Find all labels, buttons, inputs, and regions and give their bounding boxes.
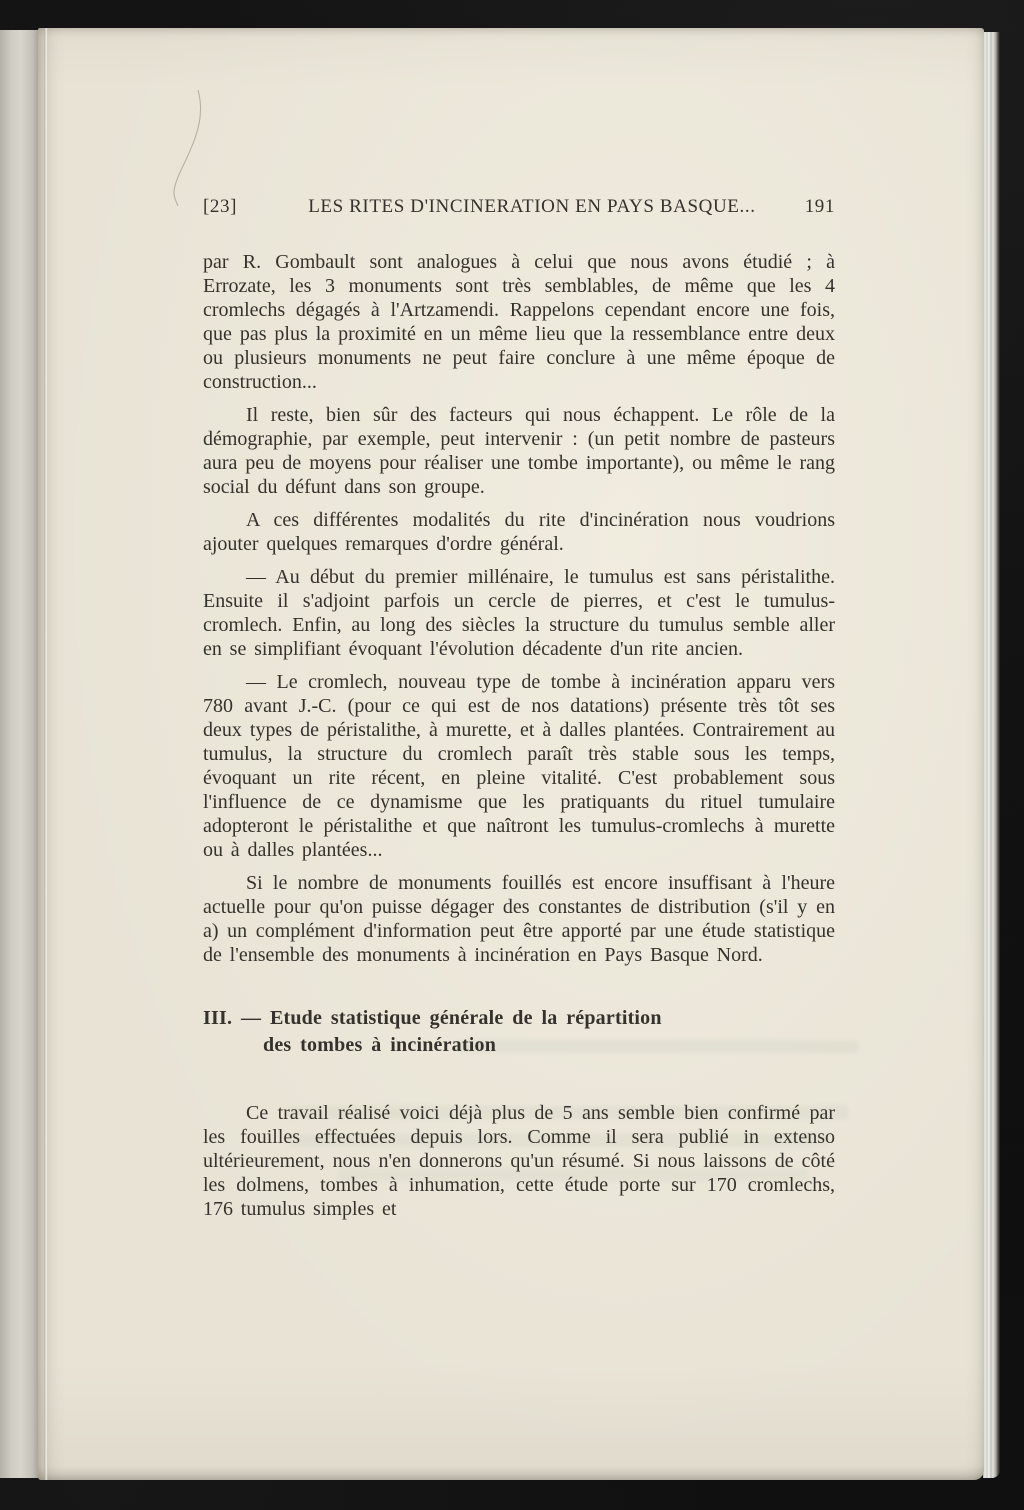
paragraph: — Le cromlech, nouveau type de tombe à incinération apparu vers 780 avant J.-C. (pour ce qui est de nos datations) présente très tôt ses deux types de péristalithe, à murette, et à dalles plantées. Contrairement au tumulus, la structure du cromlech paraît très stable sous les temps, évoquant un rite récent, en pleine vitalité. C'est probablement sous l'influence de ce dynamisme que les pratiquants du rituel tumulaire adopteront le péristalithe et que naîtront les tumulus-cromlechs à murette ou à dalles plantées... (203, 671, 835, 861)
article-page-marker: [23] (203, 196, 238, 217)
paragraph: A ces différentes modalités du rite d'incinération nous voudrions ajouter quelques remarques d'ordre général. (203, 509, 835, 555)
page-content (203, 196, 835, 1221)
paragraph: Il reste, bien sûr des facteurs qui nous échappent. Le rôle de la démographie, par exemple, peut intervenir : (un petit nombre de pasteurs aura peu de moyens pour réaliser une tombe importante), ou même le rang social du défunt dans son groupe. (203, 404, 835, 498)
paragraph-list (203, 250, 835, 967)
paragraph: Si le nombre de monuments fouillés est encore insuffisant à l'heure actuelle pour qu'on puisse dégager des constantes de distribution (s'il y en a) un complément d'information peut être apporté par une étude statistique de l'ensemble des monuments à incinération en Pays Basque Nord. (203, 872, 835, 966)
page-number: 191 (804, 196, 835, 217)
paragraph: — Au début du premier millénaire, le tumulus est sans péristalithe. Ensuite il s'adjoint parfois un cercle de pierres, et c'est le tumulus-cromlech. Enfin, au long des siècles la structure du tumulus semble aller en se simplifiant évoquant l'évolution décadente d'un rite ancien. (203, 566, 835, 660)
fore-edge-page-stack (983, 32, 1000, 1478)
running-title: LES RITES D'INCINERATION EN PAYS BASQUE... (308, 196, 756, 217)
running-header (203, 196, 835, 218)
book-page (38, 28, 984, 1480)
section-heading-line1: III. — Etude statistique générale de la répartition (203, 1007, 662, 1029)
paragraph: par R. Gombault sont analogues à celui que nous avons étudié ; à Errozate, les 3 monuments sont très semblables, de même que les 4 cromlechs dégagés à l'Artzamendi. Rappelons cependant encore une fois, que pas plus la proximité en un même lieu que la ressemblance entre deux ou plusieurs monuments ne peut faire conclure à une même époque de construction... (203, 251, 835, 393)
underlying-page-edges (0, 30, 38, 1478)
section-heading (203, 1005, 835, 1059)
closing-paragraph: Ce travail réalisé voici déjà plus de 5 ans semble bien confirmé par les fouilles effectuées depuis lors. Comme il sera publié in extenso ultérieurement, nous n'en donnerons qu'un résumé. Si nous laissons de côté les dolmens, tombes à inhumation, cette étude porte sur 170 cromlechs, 176 tumulus simples et (203, 1102, 835, 1220)
section-heading-line2: des tombes à incinération (263, 1034, 497, 1056)
scan-fibre-artifact (168, 88, 208, 208)
